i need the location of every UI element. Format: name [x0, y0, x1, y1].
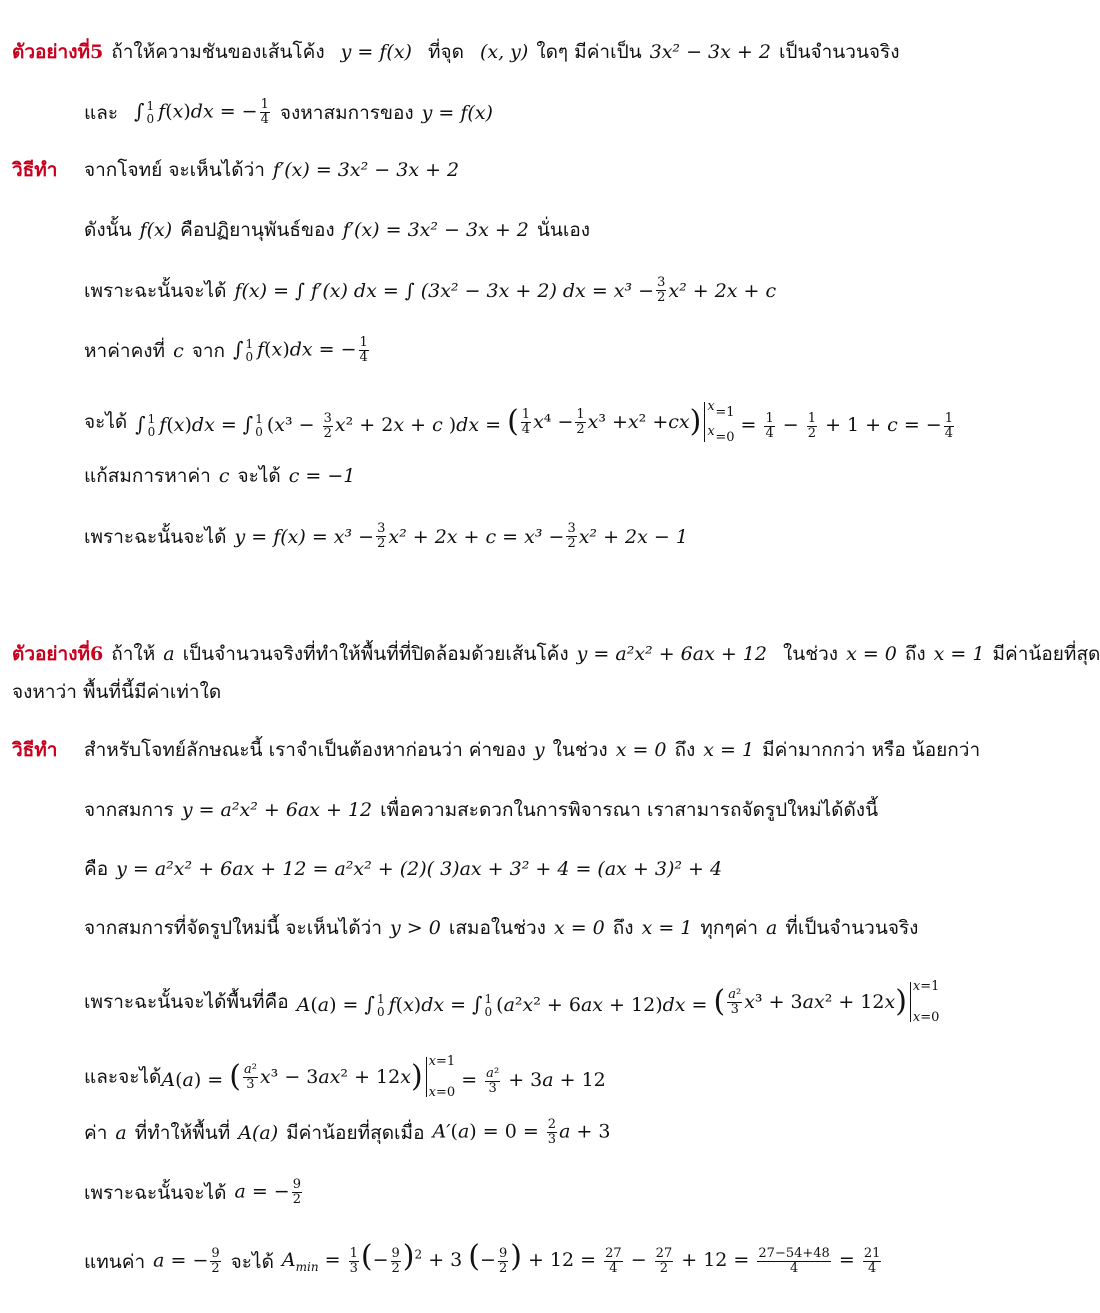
ex5-mid: ใดๆ มีค่าเป็น	[536, 41, 642, 63]
sol6-step9	[84, 1239, 883, 1279]
sol5-s7-eq-mid: x² + 2x + c = x³ −	[388, 525, 565, 548]
sol5-step1	[12, 158, 57, 182]
sol5-s5-text: จะได้	[84, 411, 128, 433]
sol5-s5-eq: ∫ 1 0 f(x)dx = ∫ 1 0 (x³ − $\frac{3}{2}$ x² + 2x + c )dx = ( $\frac{1}{4}$ x ⁴ − $\frac{1}{2}$ x ³ + x ² + cx ) x =1 x =0 = $\frac{1}{4}$ − $\frac{1}{2}$ + 1 + c = − $\frac{1}{4}$	[135, 399, 953, 445]
sol6-t1-y: y	[533, 739, 545, 761]
sol6-t1-c: ถึง	[674, 739, 696, 761]
sol5-s2-a: ดังนั้น	[84, 219, 132, 241]
sol6-t7-Aa: A(a)	[238, 1121, 279, 1144]
sol6-t4-b: เสมอในช่วง	[448, 917, 546, 939]
sol5-s4-c: c	[173, 339, 184, 362]
sol6-t2-a: จากสมการ	[84, 799, 174, 821]
ex6-l1-to: ถึง	[904, 643, 926, 665]
sol5-s7-text: เพราะฉะนั้นจะได้	[84, 525, 227, 548]
sol5-step2	[84, 218, 590, 242]
sol5-step1-body	[84, 158, 459, 182]
sol5-tag: วิธีทำ	[12, 159, 58, 181]
sol6-step3	[84, 857, 722, 881]
sol6-t3-eq: y = a²x² + 6ax + 12 = a²x² + (2)( 3)ax + 3² + 4 = (ax + 3)² + 4	[116, 858, 723, 880]
ex5-tag: ตัวอย่างที่5	[12, 41, 104, 63]
ex6-l2: จงหาว่า พื้นที่นี้มีค่าเท่าใด	[12, 681, 222, 703]
sol6-t4-e: ที่เป็นจำนวนจริง	[785, 917, 919, 939]
sol6-t2-b: เพื่อความสะดวกในการพิจารณา เราสามารถจัดรูปใหม่ได้ดังนี้	[380, 799, 879, 821]
ex5-integral-condition: ∫ 1 0 f(x)dx = − $\frac{1}{4}$	[134, 97, 269, 127]
sol6-t9-eq: $A_{min}$ = $\frac{1}{3}$ (− $\frac{9}{2}$ )$^2$ + 3 (− $\frac{9}{2}$ ) + 12 = $\frac{27}{4}$ − $\frac{27}{2}$ + 12 = $\frac{27-54+48}{4}$ = $\frac{21}{4}$	[281, 1239, 881, 1276]
sol6-t1-b: ในช่วง	[552, 739, 608, 761]
sol5-s4-from: จาก	[191, 339, 226, 362]
sol5-s7-eq-tail: x² + 2x − 1	[578, 525, 688, 548]
sol6-t7-c: มีค่าน้อยที่สุดเมื่อ	[286, 1121, 425, 1144]
sol6-t9-a: แทนค่า	[84, 1250, 146, 1273]
ex5-statement-line2	[84, 98, 493, 127]
sol6-t1-x0: x = 0	[615, 739, 667, 761]
sol6-t8-eq: a = − $\frac{9}{2}$	[234, 1177, 301, 1207]
sol6-tag: วิธีทำ	[12, 739, 58, 761]
sol5-s4-text: หาค่าคงที่	[84, 339, 166, 362]
sol6-step5	[84, 980, 939, 1024]
sol5-s1-eq: f′(x) = 3x² − 3x + 2	[272, 159, 460, 181]
ex5-end: เป็นจำนวนจริง	[778, 41, 900, 63]
ex6-l1-c: ในช่วง	[782, 643, 839, 665]
ex5-statement-line1	[12, 40, 900, 64]
ex5-and: และ	[84, 101, 119, 124]
sol6-tag-line	[12, 738, 57, 762]
sol6-t9-b: จะได้	[230, 1250, 274, 1273]
ex5-text: ถ้าให้ความชันของเส้นโค้ง	[111, 41, 325, 63]
sol6-t1-a: สำหรับโจทย์ลักษณะนี้ เราจำเป็นต้องหาก่อนว่า ค่าของ	[84, 739, 526, 761]
ex6-statement-line2	[12, 680, 221, 704]
sol6-step6	[84, 1055, 606, 1099]
sol6-step4	[84, 916, 918, 940]
sol6-t4-eq: y > 0	[390, 917, 441, 939]
sol6-step8	[84, 1178, 304, 1207]
sol5-step4	[84, 336, 371, 365]
ex6-a: a	[163, 643, 175, 665]
ex6-l1-eq: y = a²x² + 6ax + 12	[576, 643, 767, 665]
sol6-t5-a: เพราะฉะนั้นจะได้พื้นที่คือ	[84, 991, 289, 1013]
sol6-t1-x1: x = 1	[703, 739, 755, 761]
sol5-s1-text: จากโจทย์ จะเห็นได้ว่า	[84, 159, 265, 181]
ex6-l1-x0: x = 0	[846, 643, 897, 665]
sol6-t1-d: มีค่ามากกว่า หรือ น้อยกว่า	[762, 739, 981, 761]
sol5-step5	[84, 400, 956, 444]
sol6-t4-c: ถึง	[612, 917, 634, 939]
ex5-eq: y = f(x)	[340, 41, 412, 63]
ex5-at: ที่จุด	[427, 41, 464, 63]
ex6-l1-b: เป็นจำนวนจริงที่ทำให้พื้นที่ที่ปิดล้อมด้วยเส้นโค้ง	[182, 643, 569, 665]
sol6-step1	[84, 738, 980, 762]
sol6-t5-eq: A(a) = ∫ 1 0 f(x)dx = ∫ 1 0 (a²x² + 6ax + 12)dx = ( $\frac{\text{a²}}{3}$ x ³ + 3 ax ² + 12 x ) x=1 x=0	[296, 979, 940, 1025]
sol6-t7-a: ค่า	[84, 1121, 108, 1144]
sol6-t4-d: ทุกๆค่า	[700, 917, 758, 939]
sol5-step6	[84, 464, 355, 488]
sol5-step7	[84, 522, 688, 551]
sol5-s7-frac2: $\frac{3}{2}$	[567, 521, 576, 551]
ex6-l1-d: มีค่าน้อยที่สุด	[992, 643, 1100, 665]
sol5-s7-frac1: $\frac{3}{2}$	[377, 521, 386, 551]
sol6-t7-a-var: a	[115, 1121, 127, 1144]
sol5-s3-text: เพราะฉะนั้นจะได้	[84, 279, 227, 302]
sol5-s6-c: c	[218, 465, 230, 487]
sol5-s7-eq: y = f(x) = x³ −	[234, 525, 375, 548]
sol5-s3-eq: f(x) = ∫ f′(x) dx = ∫ (3x² − 3x + 2) dx = x³ −	[234, 279, 655, 302]
sol5-s3-eq-tail: x² + 2x + c	[668, 279, 777, 302]
sol6-t4-x1: x = 1	[641, 917, 693, 939]
sol5-step3	[84, 276, 776, 305]
sol6-t2-eq: y = a²x² + 6ax + 12	[181, 799, 373, 821]
sol6-step2	[84, 798, 878, 822]
sol6-t6-a: และจะได้	[84, 1066, 162, 1088]
sol5-s6-eq: c = −1	[288, 465, 356, 487]
sol5-s2-c: นั่นเอง	[536, 219, 591, 241]
sol6-t6-eq: A(a) = ( $\frac{\text{a²}}{3}$ x ³ − 3 ax ² + 12 x ) x=1 x=0 = $\frac{\text{a²}}{3}$ + 3a + 12	[161, 1054, 606, 1100]
ex5-target-eq: y = f(x)	[421, 101, 493, 124]
ex5-point: (x, y)	[479, 41, 529, 63]
sol5-s2-fx: f(x)	[139, 219, 173, 241]
sol6-t4-x0: x = 0	[553, 917, 605, 939]
sol5-s6-text: แก้สมการหาค่า	[84, 465, 211, 487]
ex5-poly: 3x² − 3x + 2	[649, 41, 771, 63]
sol5-s3-frac: $\frac{3}{2}$	[657, 275, 666, 305]
sol6-t8-a: เพราะฉะนั้นจะได้	[84, 1181, 227, 1204]
ex6-statement-line1	[12, 642, 1100, 666]
sol5-s4-eq: ∫ 1 0 f(x)dx = − $\frac{1}{4}$	[233, 335, 368, 365]
sol6-t7-eq: A′(a) = 0 = $\frac{2}{3}$ a + 3	[432, 1117, 611, 1147]
sol6-t4-a: จากสมการที่จัดรูปใหม่นี้ จะเห็นได้ว่า	[84, 917, 382, 939]
sol6-t9-aval: a = − $\frac{9}{2}$	[153, 1246, 220, 1277]
sol6-t4-a-var: a	[766, 917, 778, 939]
sol5-s2-eq: f′(x) = 3x² − 3x + 2	[342, 219, 529, 241]
sol5-s2-b: คือปฏิยานุพันธ์ของ	[180, 219, 335, 241]
sol6-t7-b: ที่ทำให้พื้นที่	[134, 1121, 231, 1144]
sol5-s6-get: จะได้	[237, 465, 281, 487]
ex6-l1-x1: x = 1	[933, 643, 985, 665]
ex5-find: จงหาสมการของ	[279, 101, 414, 124]
ex6-tag: ตัวอย่างที่6	[12, 643, 104, 665]
sol6-step7	[84, 1118, 610, 1147]
ex6-l1-a: ถ้าให้	[111, 643, 156, 665]
sol6-t3-a: คือ	[84, 858, 109, 880]
